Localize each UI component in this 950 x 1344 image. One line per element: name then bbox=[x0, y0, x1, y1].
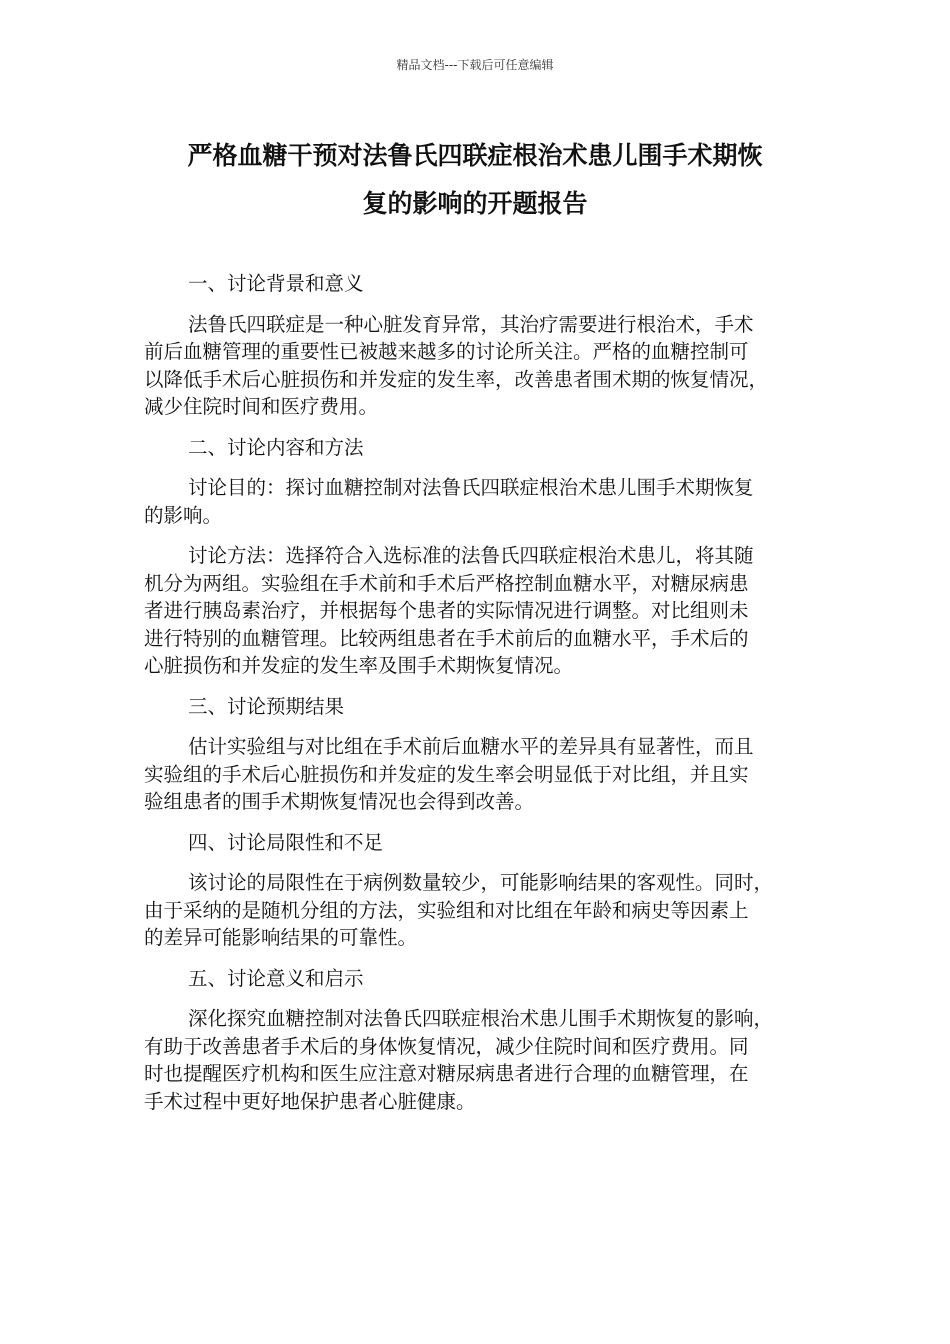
paragraph-purpose bbox=[144, 474, 804, 529]
paragraph-significance bbox=[144, 1005, 804, 1115]
paragraph-line: 深化探究血糖控制对法鲁氏四联症根治术患儿围手术期恢复的影响， bbox=[188, 1007, 774, 1030]
paragraph-line: 验组患者的围手术期恢复情况也会得到改善。 bbox=[144, 790, 535, 813]
section-heading-content-method: 二、讨论内容和方法 bbox=[188, 435, 364, 459]
paragraph-line: 机分为两组。实验组在手术前和手术后严格控制血糖水平，对糖尿病患 bbox=[144, 571, 749, 595]
paragraph-line: 估计实验组与对比组在手术前后血糖水平的差异具有显著性，而且 bbox=[188, 735, 754, 758]
document-title bbox=[130, 132, 820, 228]
paragraph-line: 心脏损伤和并发症的发生率及围手术期恢复情况。 bbox=[144, 654, 574, 677]
paragraph-line: 者进行胰岛素治疗，并根据每个患者的实际情况进行调整。对比组则未 bbox=[144, 599, 749, 622]
paragraph-line: 该讨论的局限性在于病例数量较少，可能影响结果的客观性。同时， bbox=[188, 871, 774, 894]
paragraph-line: 前后血糖管理的重要性已被越来越多的讨论所关注。严格的血糖控制可 bbox=[144, 340, 749, 363]
paragraph-expected-results bbox=[144, 733, 804, 816]
title-line-2: 复的影响的开题报告 bbox=[362, 189, 588, 218]
paragraph-line: 的差异可能影响结果的可靠性。 bbox=[144, 926, 418, 949]
paragraph-background bbox=[144, 311, 804, 421]
page-header-watermark: 精品文档---下载后可任意编辑 bbox=[396, 58, 554, 72]
paragraph-line: 有助于改善患者手术后的身体恢复情况，减少住院时间和医疗费用。同 bbox=[144, 1034, 749, 1058]
section-heading-limitations: 四、讨论局限性和不足 bbox=[188, 830, 384, 854]
paragraph-line: 讨论目的：探讨血糖控制对法鲁氏四联症根治术患儿围手术期恢复 bbox=[188, 476, 754, 499]
paragraph-line: 手术过程中更好地保护患者心脏健康。 bbox=[144, 1089, 476, 1113]
paragraph-limitations bbox=[144, 869, 804, 952]
paragraph-method bbox=[144, 542, 804, 680]
paragraph-line: 实验组的手术后心脏损伤和并发症的发生率会明显低于对比组，并且实 bbox=[144, 762, 749, 786]
section-heading-expected-results: 三、讨论预期结果 bbox=[188, 694, 345, 718]
section-heading-significance: 五、讨论意义和启示 bbox=[188, 966, 364, 990]
document-body bbox=[144, 270, 804, 1128]
paragraph-line: 时也提醒医疗机构和医生应注意对糖尿病患者进行合理的血糖管理，在 bbox=[144, 1062, 749, 1085]
paragraph-line: 以降低手术后心脏损伤和并发症的发生率，改善患者围术期的恢复情况， bbox=[144, 367, 769, 391]
paragraph-line: 法鲁氏四联症是一种心脏发育异常，其治疗需要进行根治术，手术 bbox=[188, 312, 754, 336]
section-heading-background: 一、讨论背景和意义 bbox=[188, 272, 364, 295]
paragraph-line: 进行特别的血糖管理。比较两组患者在手术前后的血糖水平，手术后的 bbox=[144, 626, 749, 650]
paragraph-line: 讨论方法：选择符合入选标准的法鲁氏四联症根治术患儿，将其随 bbox=[188, 544, 754, 567]
title-line-1: 严格血糖干预对法鲁氏四联症根治术患儿围手术期恢 bbox=[187, 141, 763, 170]
paragraph-line: 由于采纳的是随机分组的方法，实验组和对比组在年龄和病史等因素上 bbox=[144, 898, 749, 922]
paragraph-line: 的影响。 bbox=[144, 503, 223, 527]
paragraph-line: 减少住院时间和医疗费用。 bbox=[144, 395, 379, 418]
